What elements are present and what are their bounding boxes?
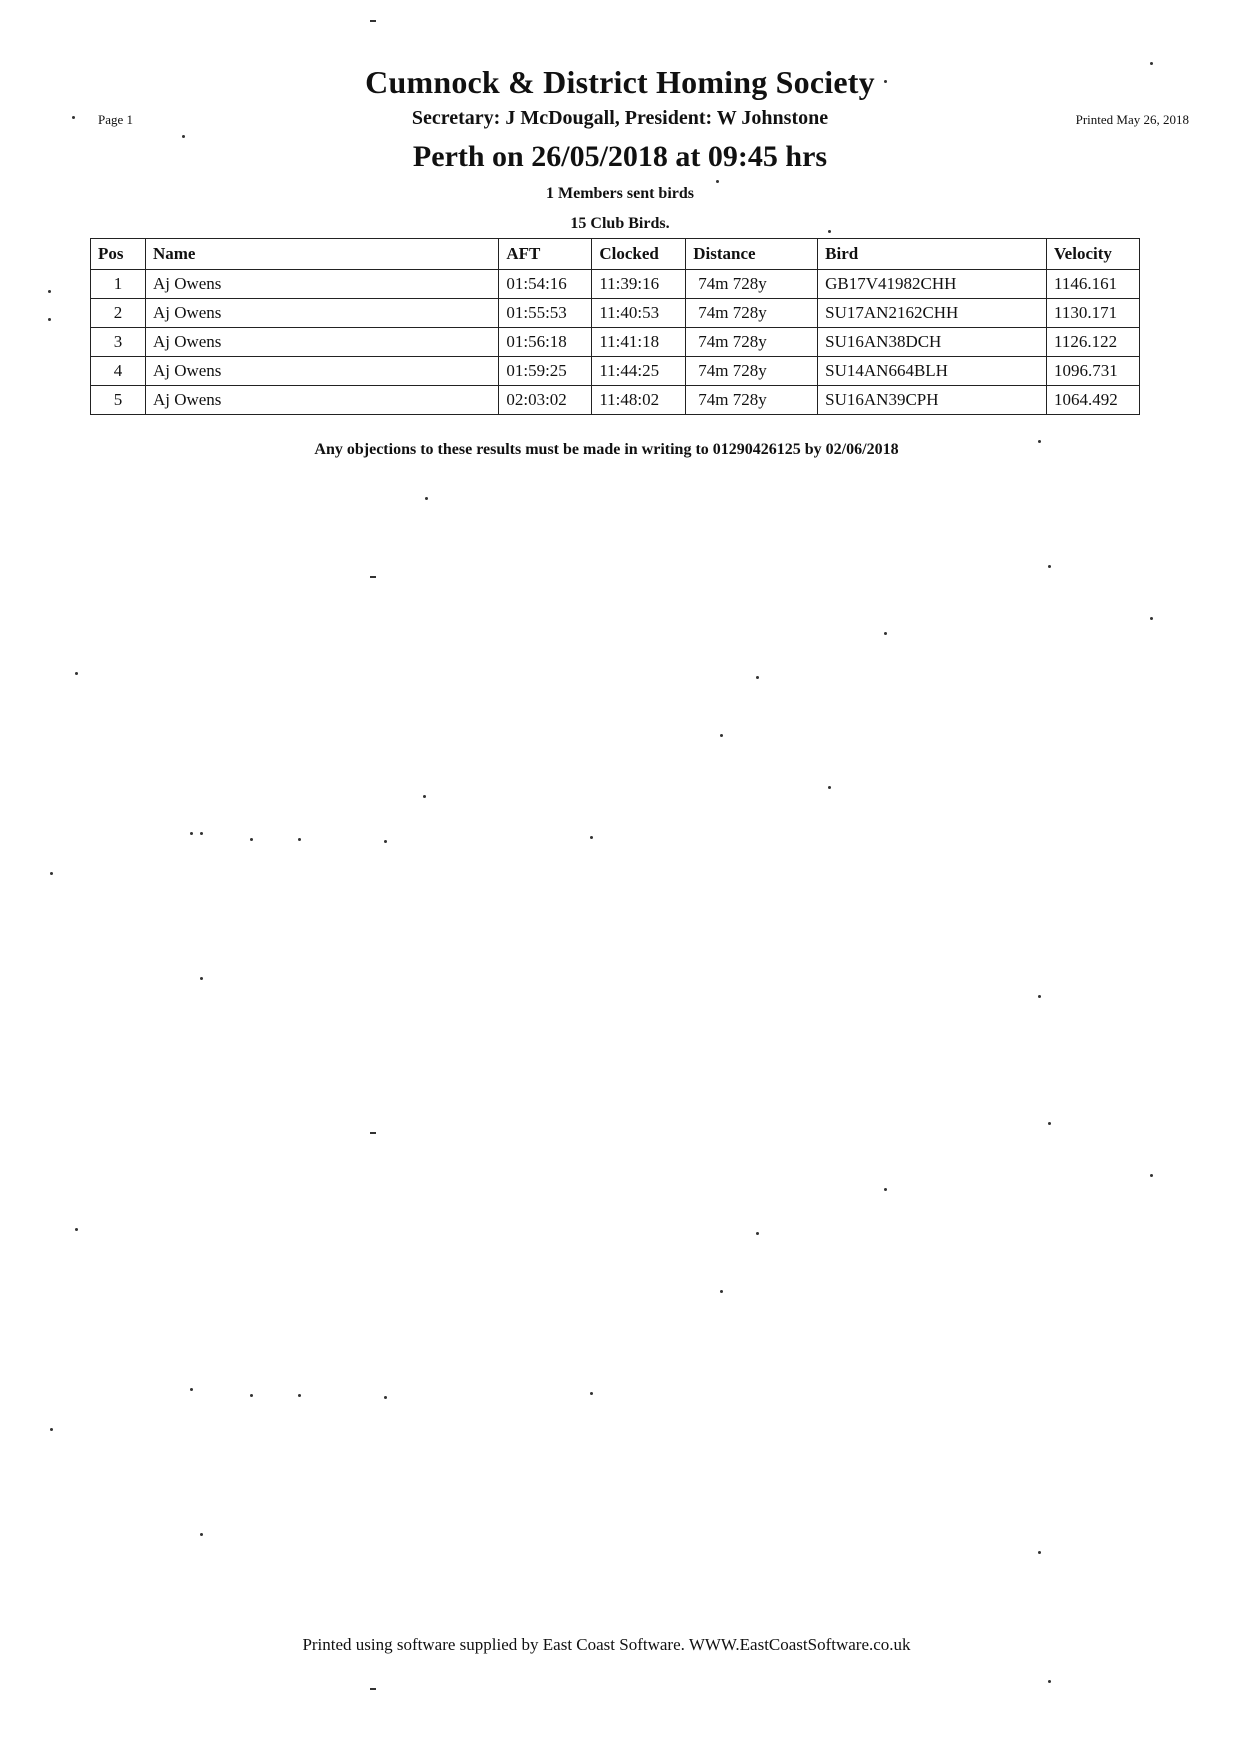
scan-speck	[1048, 1122, 1051, 1125]
cell-velocity: 1130.171	[1046, 299, 1139, 328]
cell-pos: 3	[91, 328, 146, 357]
column-header-pos: Pos	[91, 239, 146, 270]
scan-speck	[200, 1533, 203, 1536]
scan-speck	[884, 632, 887, 635]
cell-clocked: 11:48:02	[592, 386, 686, 415]
scan-speck	[1150, 1174, 1153, 1177]
cell-pos: 4	[91, 357, 146, 386]
cell-name: Aj Owens	[145, 270, 498, 299]
scan-speck	[590, 836, 593, 839]
scan-speck	[1038, 995, 1041, 998]
scan-speck	[200, 977, 203, 980]
scan-speck	[75, 1228, 78, 1231]
software-footer: Printed using software supplied by East Coast Software. WWW.EastCoastSoftware.co.uk	[302, 1635, 911, 1654]
scan-speck	[370, 1688, 376, 1690]
scan-speck	[250, 1394, 253, 1397]
scan-speck	[72, 116, 75, 119]
cell-clocked: 11:40:53	[592, 299, 686, 328]
scan-speck	[1038, 1551, 1041, 1554]
scan-speck	[370, 576, 376, 578]
cell-name: Aj Owens	[145, 357, 498, 386]
scan-speck	[250, 838, 253, 841]
scan-speck	[884, 1188, 887, 1191]
members-line: 1 Members sent birds	[546, 185, 694, 202]
club-birds-line: 15 Club Birds.	[570, 215, 670, 232]
cell-aft: 01:54:16	[499, 270, 592, 299]
scan-speck	[756, 1232, 759, 1235]
scan-speck	[425, 497, 428, 500]
scan-speck	[716, 180, 719, 183]
scan-speck	[370, 1132, 376, 1134]
scan-speck	[828, 786, 831, 789]
column-header-distance: Distance	[686, 239, 818, 270]
cell-bird: SU14AN664BLH	[818, 357, 1047, 386]
scan-speck	[590, 1392, 593, 1395]
table-row	[91, 270, 1140, 299]
scan-speck	[50, 872, 53, 875]
column-header-clocked: Clocked	[592, 239, 686, 270]
cell-distance: 74m 728y	[686, 328, 818, 357]
cell-velocity: 1126.122	[1046, 328, 1139, 357]
cell-clocked: 11:39:16	[592, 270, 686, 299]
officers-line: Secretary: J McDougall, President: W Johnstone	[411, 107, 829, 129]
cell-pos: 1	[91, 270, 146, 299]
scan-speck	[1048, 565, 1051, 568]
column-header-aft: AFT	[499, 239, 592, 270]
cell-clocked: 11:44:25	[592, 357, 686, 386]
cell-name: Aj Owens	[145, 299, 498, 328]
scan-speck	[1048, 1680, 1051, 1683]
page-label: Page 1	[98, 112, 134, 127]
scan-speck	[200, 832, 203, 835]
table-row	[91, 299, 1140, 328]
table-row	[91, 386, 1140, 415]
cell-velocity: 1096.731	[1046, 357, 1139, 386]
scan-speck	[720, 734, 723, 737]
column-header-bird: Bird	[818, 239, 1047, 270]
cell-bird: SU16AN38DCH	[818, 328, 1047, 357]
race-title: Perth on 26/05/2018 at 09:45 hrs	[412, 140, 828, 173]
scan-speck	[384, 1396, 387, 1399]
table-header-row	[91, 239, 1140, 270]
cell-clocked: 11:41:18	[592, 328, 686, 357]
cell-velocity: 1064.492	[1046, 386, 1139, 415]
cell-pos: 5	[91, 386, 146, 415]
scan-speck	[75, 672, 78, 675]
cell-aft: 01:56:18	[499, 328, 592, 357]
scan-speck	[48, 318, 51, 321]
table-row	[91, 328, 1140, 357]
printed-date: Printed May 26, 2018	[1075, 112, 1189, 127]
scan-speck	[884, 80, 887, 83]
cell-distance: 74m 728y	[686, 270, 818, 299]
cell-bird: SU17AN2162CHH	[818, 299, 1047, 328]
scan-speck	[828, 230, 831, 233]
scan-speck	[182, 135, 185, 138]
scan-speck	[1150, 617, 1153, 620]
society-title: Cumnock & District Homing Society	[365, 64, 875, 100]
cell-aft: 01:55:53	[499, 299, 592, 328]
cell-aft: 01:59:25	[499, 357, 592, 386]
scan-speck	[50, 1428, 53, 1431]
cell-distance: 74m 728y	[686, 357, 818, 386]
scan-speck	[298, 1394, 301, 1397]
cell-bird: SU16AN39CPH	[818, 386, 1047, 415]
column-header-name: Name	[145, 239, 498, 270]
cell-name: Aj Owens	[145, 328, 498, 357]
scan-speck	[423, 795, 426, 798]
cell-bird: GB17V41982CHH	[818, 270, 1047, 299]
cell-distance: 74m 728y	[686, 386, 818, 415]
scan-speck	[298, 838, 301, 841]
column-header-velocity: Velocity	[1046, 239, 1139, 270]
cell-pos: 2	[91, 299, 146, 328]
results-table	[90, 238, 1140, 415]
scan-speck	[190, 1388, 193, 1391]
scan-speck	[1150, 62, 1153, 65]
scan-speck	[384, 840, 387, 843]
scan-speck	[720, 1290, 723, 1293]
scan-speck	[370, 20, 376, 22]
cell-distance: 74m 728y	[686, 299, 818, 328]
cell-name: Aj Owens	[145, 386, 498, 415]
objections-notice: Any objections to these results must be made in writing to 01290426125 by 02/06/2018	[314, 441, 899, 458]
table-row	[91, 357, 1140, 386]
cell-aft: 02:03:02	[499, 386, 592, 415]
scan-speck	[756, 676, 759, 679]
cell-velocity: 1146.161	[1046, 270, 1139, 299]
scan-speck	[190, 832, 193, 835]
scan-speck	[48, 290, 51, 293]
scan-speck	[1038, 440, 1041, 443]
